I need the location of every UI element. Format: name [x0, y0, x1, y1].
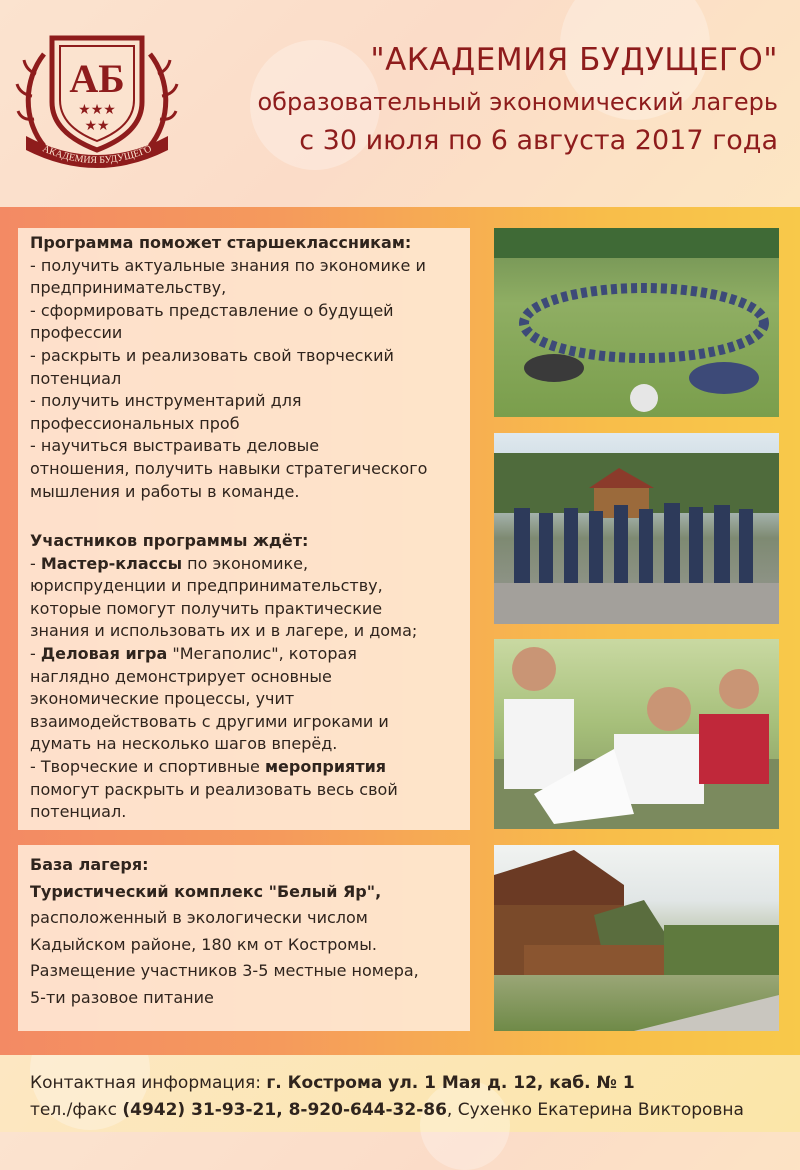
photo-group-standing	[494, 433, 779, 624]
program-heading: Программа поможет старшеклассникам:	[30, 233, 412, 252]
camp-dates: с 30 июля по 6 августа 2017 года	[299, 125, 778, 156]
logo-letters: АБ	[69, 56, 125, 101]
base-complex-name: Туристический комплекс "Белый Яр",	[30, 881, 382, 901]
program-line: - получить инструментарий для	[30, 391, 302, 411]
awaits-line: - Деловая игра "Мегаполис", которая	[30, 643, 357, 663]
contact-phone-line	[30, 1097, 744, 1124]
program-section	[30, 232, 470, 503]
base-line: Размещение участников 3-5 местные номера,	[30, 961, 419, 980]
base-heading: База лагеря:	[30, 855, 149, 874]
awaits-line: знания и использовать их и в лагере, и дома;	[30, 621, 418, 641]
contact-phones: (4942) 31-93-21, 8-920-644-32-86	[122, 1100, 447, 1120]
program-line: профессиональных проб	[30, 413, 240, 433]
awaits-line: экономические процессы, учит	[30, 689, 295, 709]
contact-label: Контактная информация:	[30, 1073, 267, 1093]
page-subtitle: образовательный экономический лагерь	[257, 88, 778, 116]
awaits-line: думать на несколько шагов вперёд.	[30, 734, 338, 754]
program-line: - сформировать представление о будущей	[30, 300, 394, 320]
awaits-line: которые помогут получить практические	[30, 598, 383, 618]
program-line: потенциал	[30, 368, 122, 388]
contact-person: , Сухенко Екатерина Викторовна	[446, 1100, 744, 1120]
header	[0, 0, 800, 205]
page-title: "АКАДЕМИЯ БУДУЩЕГО"	[370, 42, 778, 78]
awaits-line: - Творческие и спортивные мероприятия	[30, 756, 387, 776]
photo-boys-writing	[494, 639, 779, 829]
awaits-line: помогут раскрыть и реализовать весь свой	[30, 779, 398, 799]
photo-group-circle	[494, 228, 779, 417]
awaits-line: - Мастер-классы по экономике,	[30, 553, 309, 573]
business-game-label: Деловая игра	[40, 643, 168, 663]
base-line: расположенный в экологически числом	[30, 908, 368, 927]
awaits-line: наглядно демонстрирует основные	[30, 666, 332, 686]
program-line: - раскрыть и реализовать свой творческий	[30, 345, 394, 365]
awaits-section	[30, 530, 470, 824]
program-line: профессии	[30, 323, 123, 343]
svg-text:★★: ★★	[84, 118, 110, 134]
events-label: мероприятия	[264, 756, 387, 776]
base-line: 5-ти разовое питание	[30, 987, 214, 1007]
program-line: предпринимательству,	[30, 278, 227, 298]
awaits-line: юриспруденции и предпринимательству,	[30, 576, 383, 596]
program-line: - получить актуальные знания по экономике и	[30, 255, 426, 275]
contact-address-line	[30, 1070, 744, 1097]
awaits-line: потенциал.	[30, 802, 127, 822]
master-classes-label: Мастер-классы	[40, 553, 183, 573]
awaits-line: взаимодействовать с другими игроками и	[30, 711, 389, 731]
contact-address: г. Кострома ул. 1 Мая д. 12, каб. № 1	[266, 1073, 635, 1093]
phone-label: тел./факс	[30, 1100, 123, 1120]
svg-text:★★★: ★★★	[78, 102, 116, 118]
logo-ribbon-text: АКАДЕМИЯ БУДУЩЕГО	[40, 143, 154, 167]
program-line: - научиться выстраивать деловые	[30, 436, 320, 456]
program-line: мышления и работы в команде.	[30, 481, 300, 501]
base-line: Кадыйском районе, 180 км от Костромы.	[30, 934, 377, 954]
contacts	[30, 1070, 744, 1124]
awaits-heading: Участников программы ждёт:	[30, 531, 309, 550]
program-line: отношения, получить навыки стратегического	[30, 458, 428, 478]
photo-lodge	[494, 845, 779, 1031]
academy-logo	[14, 24, 180, 172]
base-section	[30, 852, 470, 1011]
